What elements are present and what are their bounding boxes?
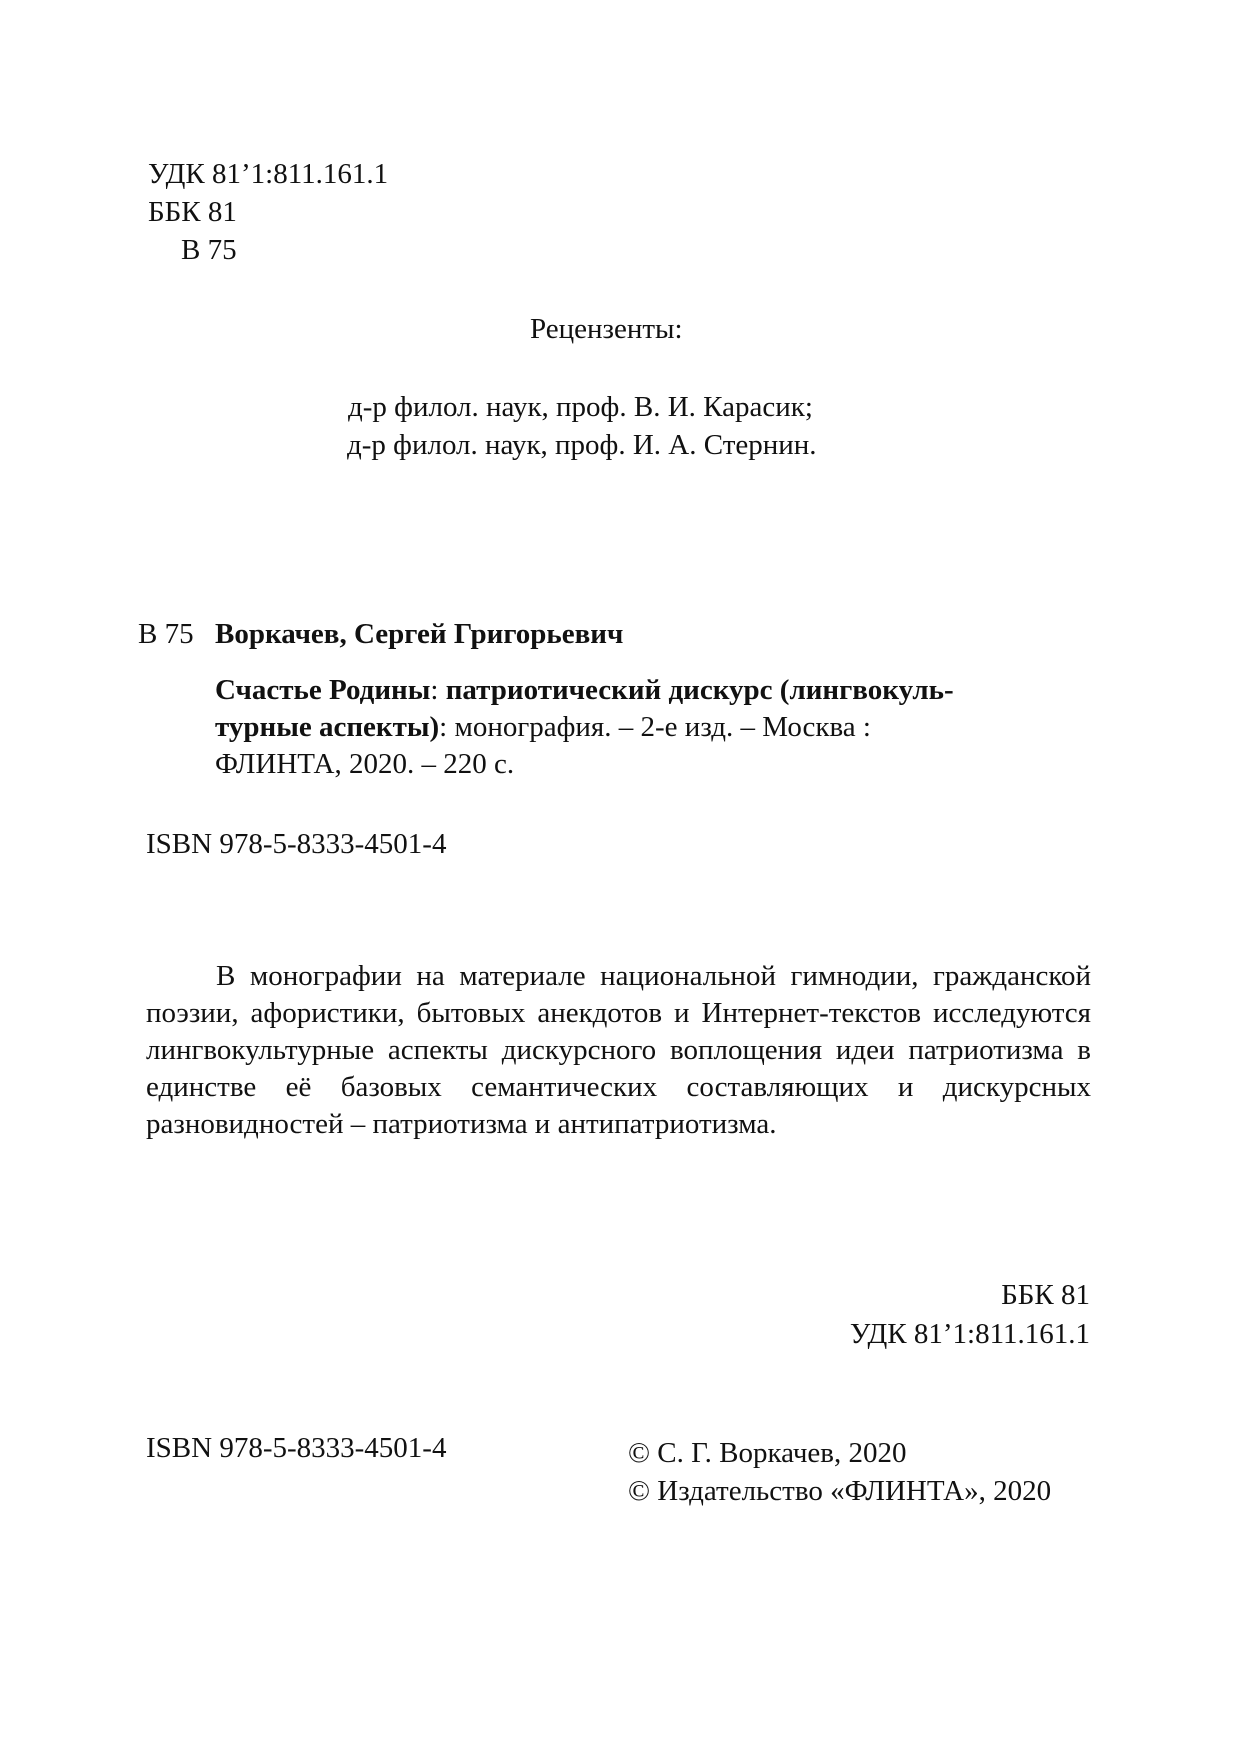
copyright-publisher: © Издательство «ФЛИНТА», 2020: [628, 1475, 1052, 1507]
publisher-info: ФЛИНТА, 2020. – 220 с.: [215, 748, 515, 780]
title-main: Счастье Родины: [215, 674, 431, 706]
publication-info: : монография. – 2-е изд. – Москва :: [439, 711, 871, 743]
author-mark: В 75: [138, 618, 194, 650]
reviewers-heading: Рецензенты:: [530, 313, 683, 345]
reviewer-2: д-р филол. наук, проф. И. А. Стернин.: [347, 429, 817, 461]
isbn-bottom: ISBN 978-5-8333-4501-4: [146, 1432, 447, 1464]
author-mark-top: В 75: [181, 234, 237, 266]
bbk-code-bottom: ББК 81: [1001, 1279, 1090, 1311]
title-line-1: [215, 676, 954, 705]
bbk-code-top: ББК 81: [148, 196, 237, 228]
title-line-2: [215, 713, 871, 742]
udk-code-bottom: УДК 81’1:811.161.1: [849, 1318, 1090, 1350]
abstract-paragraph: В монографии на материале национальной гимнодии, гражданской поэзии, афористики, бытовых анекдотов и Интернет-текстов исследуются лингвокультурные аспекты дискурсного воплощения идеи патриотизма в единстве её базовых семантических составляющих и дискурсных разновидностей – патриотизма и антипатриотизма.: [146, 960, 1091, 1140]
author-name: Воркачев, Сергей Григорьевич: [215, 618, 624, 650]
reviewer-1: д-р филол. наук, проф. В. И. Карасик;: [348, 391, 813, 423]
isbn-catalog: ISBN 978-5-8333-4501-4: [146, 828, 447, 860]
title-separator: :: [430, 674, 446, 706]
udk-code-top: УДК 81’1:811.161.1: [148, 158, 389, 190]
title-subtitle-end: турные аспекты): [215, 711, 440, 743]
copyright-author: © С. Г. Воркачев, 2020: [628, 1437, 907, 1469]
title-subtitle: патриотический дискурс (лингвокуль-: [445, 674, 954, 706]
